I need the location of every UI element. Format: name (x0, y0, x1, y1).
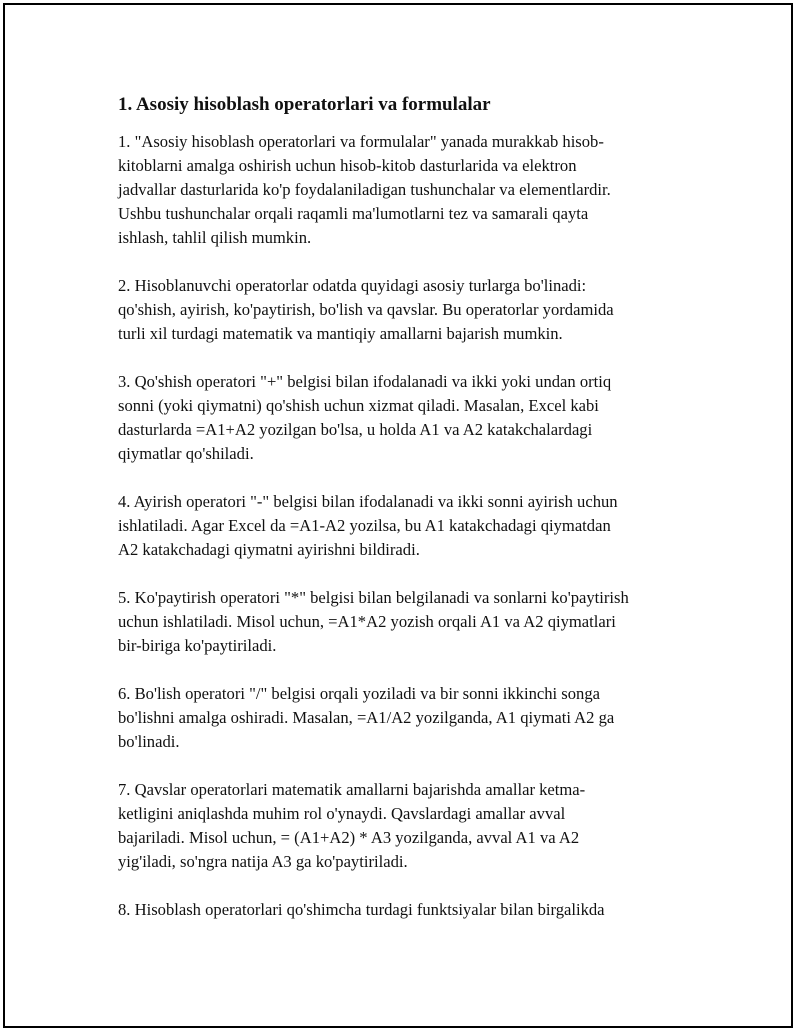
text-line: Ushbu tushunchalar orqali raqamli ma'lumotlarni tez va samarali qayta (118, 204, 589, 223)
text-line: 2. Hisoblanuvchi operatorlar odatda quyidagi asosiy turlarga bo'linadi: (118, 276, 587, 295)
text-line: sonni (yoki qiymatni) qo'shish uchun xizmat qiladi. Masalan, Excel kabi (118, 396, 599, 415)
paragraph-6 (118, 682, 698, 754)
text-line: 5. Ko'paytirish operatori "*" belgisi bilan belgilanadi va sonlarni ko'paytirish (118, 588, 629, 607)
text-line: ishlatiladi. Agar Excel da =A1-A2 yozilsa, bu A1 katakchadagi qiymatdan (118, 516, 611, 535)
text-line: A2 katakchadagi qiymatni ayirishni bildiradi. (118, 540, 420, 559)
paragraph-1 (118, 130, 698, 250)
text-line: ketligini aniqlashda muhim rol o'ynaydi. Qavslardagi amallar avval (118, 804, 566, 823)
text-line: 3. Qo'shish operatori "+" belgisi bilan ifodalanadi va ikki yoki undan ortiq (118, 372, 612, 391)
paragraph-2 (118, 274, 698, 346)
paragraph-7 (118, 778, 698, 874)
text-line: kitoblarni amalga oshirish uchun hisob-kitob dasturlarida va elektron (118, 156, 577, 175)
text-line: yig'iladi, so'ngra natija A3 ga ko'paytiriladi. (118, 852, 408, 871)
paragraph-4 (118, 490, 698, 562)
text-line: qo'shish, ayirish, ko'paytirish, bo'lish va qavslar. Bu operatorlar yordamida (118, 300, 614, 319)
text-line: bir-biriga ko'paytiriladi. (118, 636, 277, 655)
paragraph-5 (118, 586, 698, 658)
text-line: bajariladi. Misol uchun, = (A1+A2) * A3 yozilganda, avval A1 va A2 (118, 828, 580, 847)
text-line: qiymatlar qo'shiladi. (118, 444, 254, 463)
text-line: 6. Bo'lish operatori "/" belgisi orqali yoziladi va bir sonni ikkinchi songa (118, 684, 601, 703)
document-title: 1. Asosiy hisoblash operatorlari va formulalar (118, 94, 491, 115)
paragraph-3 (118, 370, 698, 466)
text-line: dasturlarda =A1+A2 yozilgan bo'lsa, u holda A1 va A2 katakchalardagi (118, 420, 593, 439)
text-line: turli xil turdagi matematik va mantiqiy amallarni bajarish mumkin. (118, 324, 563, 343)
text-line: uchun ishlatiladi. Misol uchun, =A1*A2 yozish orqali A1 va A2 qiymatlari (118, 612, 616, 631)
text-line: jadvallar dasturlarida ko'p foydalaniladigan tushunchalar va elementlardir. (118, 180, 611, 199)
text-line: 4. Ayirish operatori "-" belgisi bilan ifodalanadi va ikki sonni ayirish uchun (118, 492, 618, 511)
paragraph-8 (118, 898, 698, 922)
text-line: 7. Qavslar operatorlari matematik amallarni bajarishda amallar ketma- (118, 780, 586, 799)
text-line: bo'lishni amalga oshiradi. Masalan, =A1/A2 yozilganda, A1 qiymati A2 ga (118, 708, 615, 727)
text-line: bo'linadi. (118, 732, 180, 751)
text-line: 8. Hisoblash operatorlari qo'shimcha turdagi funktsiyalar bilan birgalikda (118, 900, 605, 919)
document-body (118, 92, 698, 946)
text-line: 1. "Asosiy hisoblash operatorlari va formulalar" yanada murakkab hisob- (118, 132, 604, 151)
text-line: ishlash, tahlil qilish mumkin. (118, 228, 312, 247)
